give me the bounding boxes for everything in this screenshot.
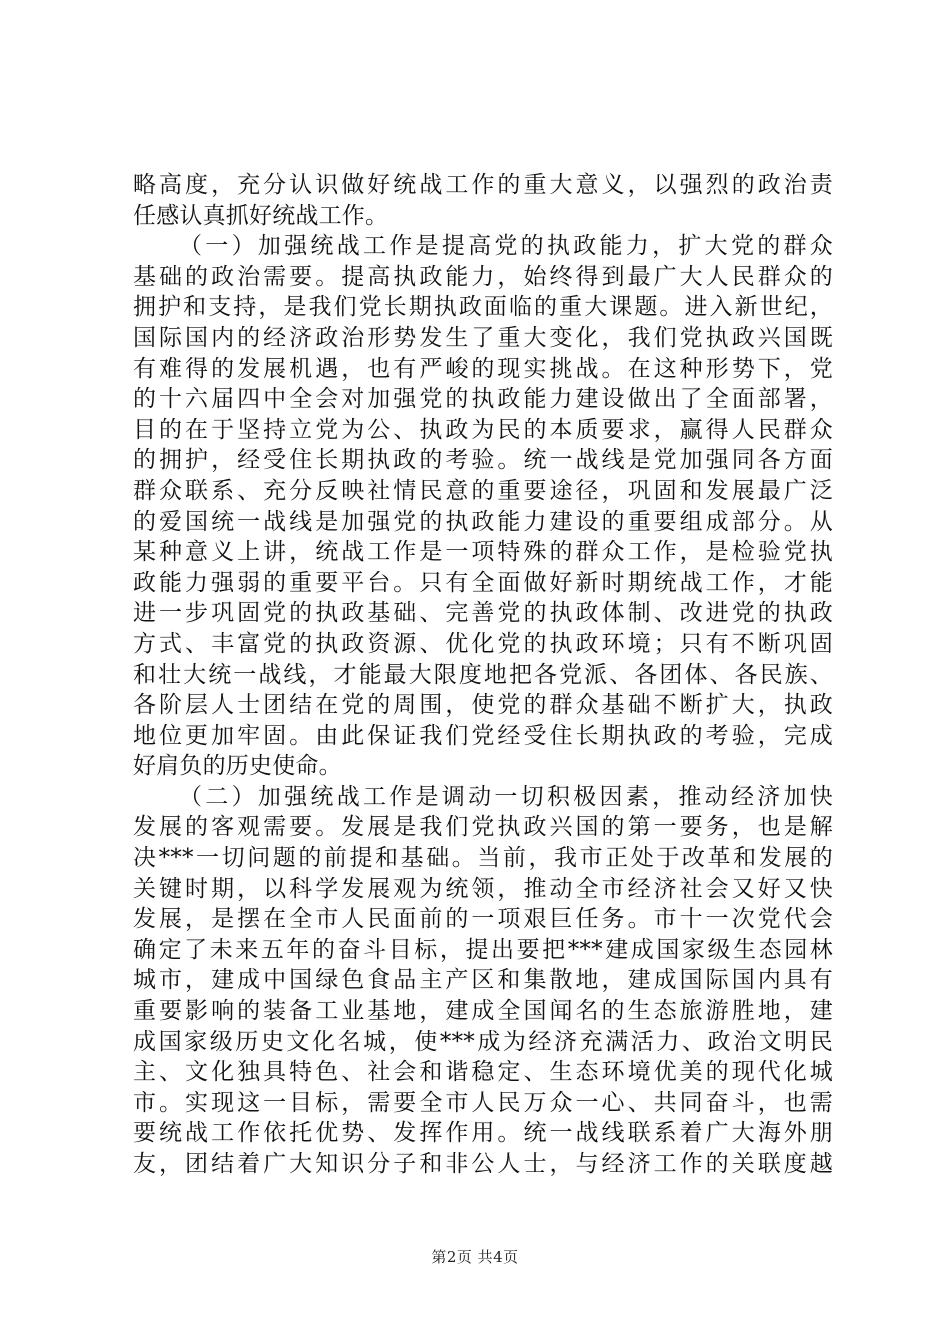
text-line: 成国家级历史文化名城，使***成为经济充满活力、政治文明民 — [133, 1028, 833, 1055]
text-line: 的爱国统一战线是加强党的执政能力建设的重要组成部分。从 — [133, 508, 833, 535]
text-line: 友，团结着广大知识分子和非公人士，与经济工作的关联度越 — [133, 1151, 833, 1177]
text-line: 重要影响的装备工业基地，建成全国闻名的生态旅游胜地，建 — [133, 998, 833, 1025]
text-line: 群众联系、充分反映社情民意的重要途径，巩固和发展最广泛 — [133, 477, 833, 504]
text-line: 市。实现这一目标，需要全市人民万众一心、共同奋斗，也需 — [133, 1089, 833, 1116]
text-line: 的十六届四中全会对加强党的执政能力建设做出了全面部署， — [133, 386, 833, 413]
text-line: 发展的客观需要。发展是我们党执政兴国的第一要务，也是解 — [133, 814, 833, 841]
text-line: 各阶层人士团结在党的周围，使党的群众基础不断扩大，执政 — [133, 692, 833, 719]
text-line: 要统战工作依托优势、发挥作用。统一战线联系着广大海外朋 — [133, 1120, 833, 1147]
text-line: 国际国内的经济政治形势发生了重大变化，我们党执政兴国既 — [133, 324, 833, 351]
text-line: 确定了未来五年的奋斗目标，提出要把***建成国家级生态园林 — [133, 936, 833, 963]
text-line: 发展，是摆在全市人民面前的一项艰巨任务。市十一次党代会 — [133, 906, 833, 933]
text-line: 和壮大统一战线，才能最大限度地把各党派、各团体、各民族、 — [133, 661, 833, 688]
text-line: 进一步巩固党的执政基础、完善党的执政体制、改进党的执政 — [133, 600, 833, 627]
text-line: 有难得的发展机遇，也有严峻的现实挑战。在这种形势下，党 — [133, 355, 833, 382]
text-line: 基础的政治需要。提高执政能力，始终得到最广大人民群众的 — [133, 263, 833, 290]
page-number-footer: 第2页 共4页 — [431, 1248, 519, 1266]
text-line: 略高度，充分认识做好统战工作的重大意义，以强烈的政治责 — [133, 172, 833, 198]
text-line: 地位更加牢固。由此保证我们党经受住长期执政的考验，完成 — [133, 722, 833, 749]
text-line: 某种意义上讲，统战工作是一项特殊的群众工作，是检验党执 — [133, 539, 833, 566]
text-line: 关键时期，以科学发展观为统领，推动全市经济社会又好又快 — [133, 875, 833, 902]
paragraph-heading-line: （一）加强统战工作是提高党的执政能力，扩大党的群众 — [179, 233, 833, 260]
text-line: 好肩负的历史使命。 — [133, 753, 342, 780]
text-line: 主、文化独具特色、社会和谐稳定、生态环境优美的现代化城 — [133, 1059, 833, 1086]
text-line: 城市，建成中国绿色食品主产区和集散地，建成国际国内具有 — [133, 967, 833, 994]
text-line: 目的在于坚持立党为公、执政为民的本质要求，赢得人民群众 — [133, 416, 833, 443]
text-line: 方式、丰富党的执政资源、优化党的执政环境；只有不断巩固 — [133, 630, 833, 657]
text-line: 任感认真抓好统战工作。 — [133, 202, 389, 229]
paragraph-heading-line: （二）加强统战工作是调动一切积极因素，推动经济加快 — [179, 783, 833, 810]
text-line: 政能力强弱的重要平台。只有全面做好新时期统战工作，才能 — [133, 569, 833, 596]
text-line: 决***一切问题的前提和基础。当前，我市正处于改革和发展的 — [133, 845, 833, 872]
body-text — [133, 170, 833, 1180]
text-line: 拥护和支持，是我们党长期执政面临的重大课题。进入新世纪， — [133, 294, 833, 321]
text-line: 的拥护，经受住长期执政的考验。统一战线是党加强同各方面 — [133, 447, 833, 474]
